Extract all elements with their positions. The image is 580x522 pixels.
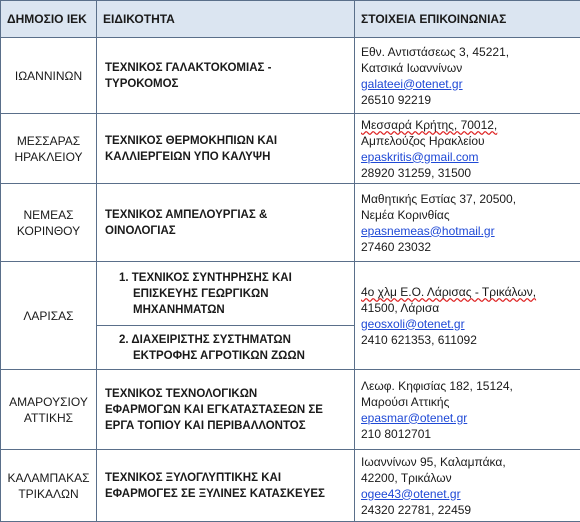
iek-name: ΝΕΜΕΑΣ — [1, 207, 96, 223]
email-link[interactable]: ogee43@otenet.gr — [361, 487, 461, 501]
address-line: Νεμέα Κορινθίας — [361, 207, 580, 223]
header-specialty: ΕΙΔΙΚΟΤΗΤΑ — [97, 1, 355, 38]
iek-cell — [1, 450, 97, 522]
table-row — [1, 450, 580, 522]
specialty-line: ΚΑΛΛΙΕΡΓΕΙΩΝ ΥΠΟ ΚΑΛΥΨΗ — [105, 149, 350, 165]
specialty-line: 1. ΤΕΧΝΙΚΟΣ ΣΥΝΤΗΡΗΣΗΣ ΚΑΙ — [119, 270, 350, 286]
contact-cell — [355, 114, 580, 184]
specialty-line: ΕΦΑΡΜΟΓΕΣ ΣΕ ΞΥΛΙΝΕΣ ΚΑΤΑΣΚΕΥΕΣ — [105, 486, 350, 502]
contact-cell — [355, 184, 580, 262]
iek-cell — [1, 370, 97, 450]
address-line: Λεωφ. Κηφισίας 182, 15124, — [361, 378, 580, 394]
specialty-cell — [97, 370, 355, 450]
address-line: Κατσικά Ιωαννίνων — [361, 60, 580, 76]
specialty-cell — [97, 38, 355, 114]
phone-number: 26510 92219 — [361, 92, 580, 108]
specialty-cell — [97, 262, 355, 326]
header-contact: ΣΤΟΙΧΕΙΑ ΕΠΙΚΟΙΝΩΝΙΑΣ — [355, 1, 580, 38]
address-line: Μαθητικής Εστίας 37, 20500, — [361, 191, 580, 207]
address-line: Μεσσαρά Κρήτης, 70012, — [361, 118, 497, 132]
phone-number: 24320 22781, 22459 — [361, 502, 580, 518]
iek-name: ΗΡΑΚΛΕΙΟΥ — [1, 149, 96, 165]
email-link[interactable]: galateei@otenet.gr — [361, 77, 463, 91]
specialty-line: ΕΚΤΡΟΦΗΣ ΑΓΡΟΤΙΚΩΝ ΖΩΩΝ — [119, 348, 350, 364]
email-link[interactable]: epaskritis@gmail.com — [361, 150, 479, 164]
specialty-line: ΤΥΡΟΚΟΜΟΣ — [105, 76, 350, 92]
address-line: 4ο χλμ Ε.Ο. Λάρισας - Τρικάλων, — [361, 285, 536, 299]
iek-name: ΙΩΑΝΝΙΝΩΝ — [1, 68, 96, 84]
iek-name: ΤΡΙΚΑΛΩΝ — [1, 486, 96, 502]
iek-cell — [1, 114, 97, 184]
specialty-cell — [97, 450, 355, 522]
iek-name: ΛΑΡΙΣΑΣ — [1, 308, 96, 324]
address-line: Αμπελούζος Ηρακλείου — [361, 133, 580, 149]
table-row — [1, 370, 580, 450]
phone-number: 28920 31259, 31500 — [361, 165, 580, 181]
address-line: 42200, Τρικάλων — [361, 470, 580, 486]
iek-name: ΑΤΤΙΚΗΣ — [1, 410, 96, 426]
iek-cell — [1, 184, 97, 262]
iek-cell — [1, 262, 97, 370]
specialty-line: ΤΕΧΝΙΚΟΣ ΘΕΡΜΟΚΗΠΙΩΝ ΚΑΙ — [105, 133, 350, 149]
contact-cell — [355, 38, 580, 114]
specialty-line: ΟΙΝΟΛΟΓΙΑΣ — [105, 223, 350, 239]
address-line: Μαρούσι Αττικής — [361, 394, 580, 410]
email-link[interactable]: epasnemeas@hotmail.gr — [361, 224, 495, 238]
iek-name: ΚΟΡΙΝΘΟΥ — [1, 223, 96, 239]
specialty-line: ΤΕΧΝΙΚΟΣ ΓΑΛΑΚΤΟΚΟΜΙΑΣ - — [105, 60, 350, 76]
iek-name: ΜΕΣΣΑΡΑΣ — [1, 133, 96, 149]
contact-cell — [355, 262, 580, 370]
email-link[interactable]: geosxoli@otenet.gr — [361, 317, 465, 331]
table-row — [1, 262, 580, 326]
specialty-cell — [97, 114, 355, 184]
address-line: Εθν. Αντιστάσεως 3, 45221, — [361, 44, 580, 60]
iek-name: ΚΑΛΑΜΠΑΚΑΣ — [1, 470, 96, 486]
specialty-line: ΤΕΧΝΙΚΟΣ ΤΕΧΝΟΛΟΓΙΚΩΝ — [105, 386, 350, 402]
specialty-line: ΤΕΧΝΙΚΟΣ ΞΥΛΟΓΛΥΠΤΙΚΗΣ ΚΑΙ — [105, 470, 350, 486]
phone-number: 210 8012701 — [361, 426, 580, 442]
specialty-line: ΕΦΑΡΜΟΓΩΝ ΚΑΙ ΕΓΚΑΤΑΣΤΑΣΕΩΝ ΣΕ — [105, 402, 350, 418]
phone-number: 27460 23032 — [361, 239, 580, 255]
specialty-line: 2. ΔΙΑΧΕΙΡΙΣΤΗΣ ΣΥΣΤΗΜΑΤΩΝ — [119, 332, 350, 348]
specialty-cell — [97, 326, 355, 370]
specialty-line: ΤΕΧΝΙΚΟΣ ΑΜΠΕΛΟΥΡΓΙΑΣ & — [105, 207, 350, 223]
iek-cell — [1, 38, 97, 114]
table-row — [1, 114, 580, 184]
phone-number: 2410 621353, 611092 — [361, 332, 580, 348]
specialty-line: ΕΡΓΑ ΤΟΠΙΟΥ ΚΑΙ ΠΕΡΙΒΑΛΛΟΝΤΟΣ — [105, 418, 350, 434]
table-row — [1, 184, 580, 262]
contact-cell — [355, 370, 580, 450]
contact-cell — [355, 450, 580, 522]
specialty-cell — [97, 184, 355, 262]
header-iek: ΔΗΜΟΣΙΟ ΙΕΚ — [1, 1, 97, 38]
address-line: Ιωαννίνων 95, Καλαμπάκα, — [361, 454, 580, 470]
table-row — [1, 38, 580, 114]
specialty-line: ΕΠΙΣΚΕΥΗΣ ΓΕΩΡΓΙΚΩΝ — [119, 286, 350, 302]
address-line: 41500, Λάρισα — [361, 300, 580, 316]
email-link[interactable]: epasmar@otenet.gr — [361, 411, 467, 425]
specialty-line: ΜΗΧΑΝΗΜΑΤΩΝ — [119, 302, 350, 318]
header-row — [1, 1, 580, 38]
iek-name: ΑΜΑΡΟΥΣΙΟΥ — [1, 394, 96, 410]
